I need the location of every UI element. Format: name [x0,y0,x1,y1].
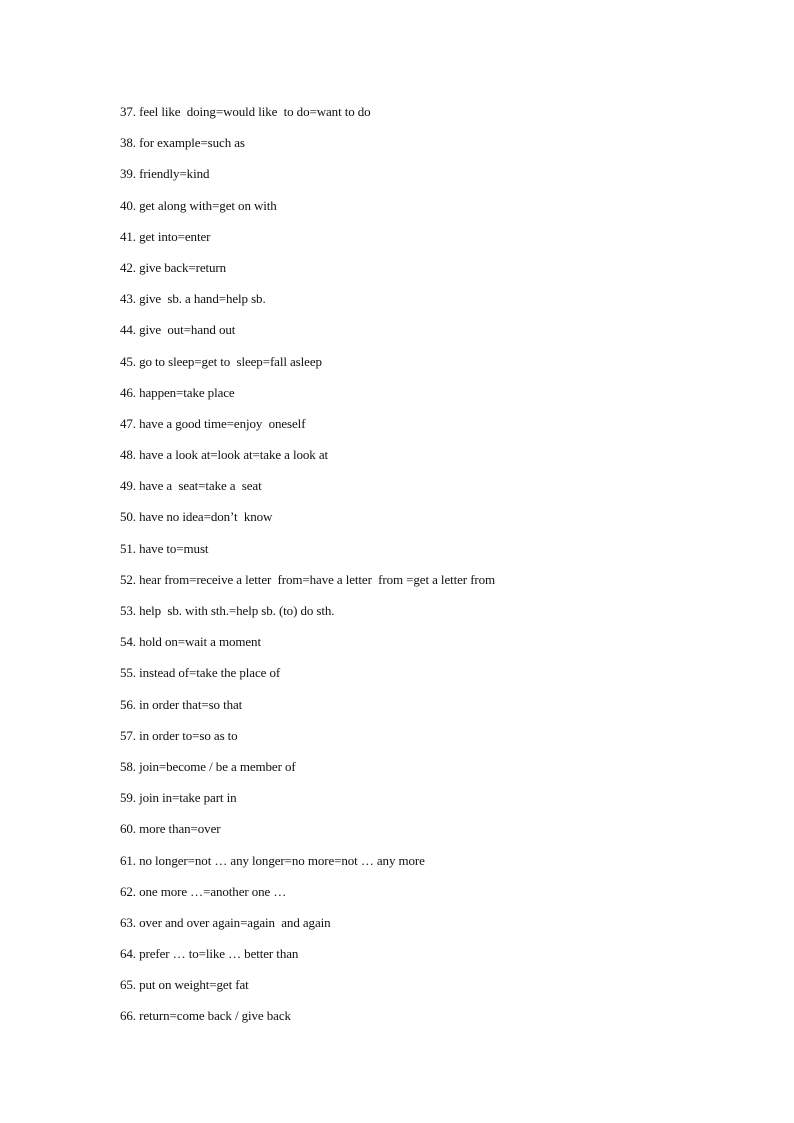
list-item: 39. friendly=kind [120,166,210,182]
list-item: 58. join=become / be a member of [120,758,296,774]
list-item: 46. happen=take place [120,384,235,400]
list-item: 55. instead of=take the place of [120,665,281,681]
list-item: 42. give back=return [120,259,227,275]
list-item: 53. help sb. with sth.=help sb. (to) do sth. [120,603,335,618]
list-item: 40. get along with=get on with [120,197,277,213]
list-item: 50. have no idea=don’t know [120,509,273,525]
list-item: 54. hold on=wait a moment [120,634,261,650]
list-item: 65. put on weight=get fat [120,977,249,993]
list-item: 47. have a good time=enjoy oneself [120,415,306,431]
list-item: 38. for example=such as [120,135,245,151]
list-item: 45. go to sleep=get to sleep=fall asleep [120,353,322,369]
list-item: 48. have a look at=look at=take a look at [120,447,329,463]
list-item: 59. join in=take part in [120,790,237,806]
list-item: 56. in order that=so that [120,696,243,712]
list-item: 66. return=come back / give back [120,1008,291,1024]
list-item: 37. feel like doing=would like to do=want to do [120,104,371,119]
list-item: 43. give sb. a hand=help sb. [120,291,266,307]
phrase-equivalents-list [120,102,760,1038]
list-item: 63. over and over again=again and again [120,914,331,930]
list-item: 49. have a seat=take a seat [120,478,262,494]
list-item: 61. no longer=not … any longer=no more=not … any more [120,852,425,868]
list-item: 60. more than=over [120,821,221,837]
list-item: 64. prefer … to=like … better than [120,946,299,962]
list-item: 51. have to=must [120,540,209,556]
list-item: 41. get into=enter [120,228,211,244]
list-item: 62. one more …=another one … [120,883,287,899]
list-item: 52. hear from=receive a letter from=have a letter from =get a letter from [120,571,496,587]
list-item: 57. in order to=so as to [120,727,238,743]
list-item: 44. give out=hand out [120,322,236,338]
